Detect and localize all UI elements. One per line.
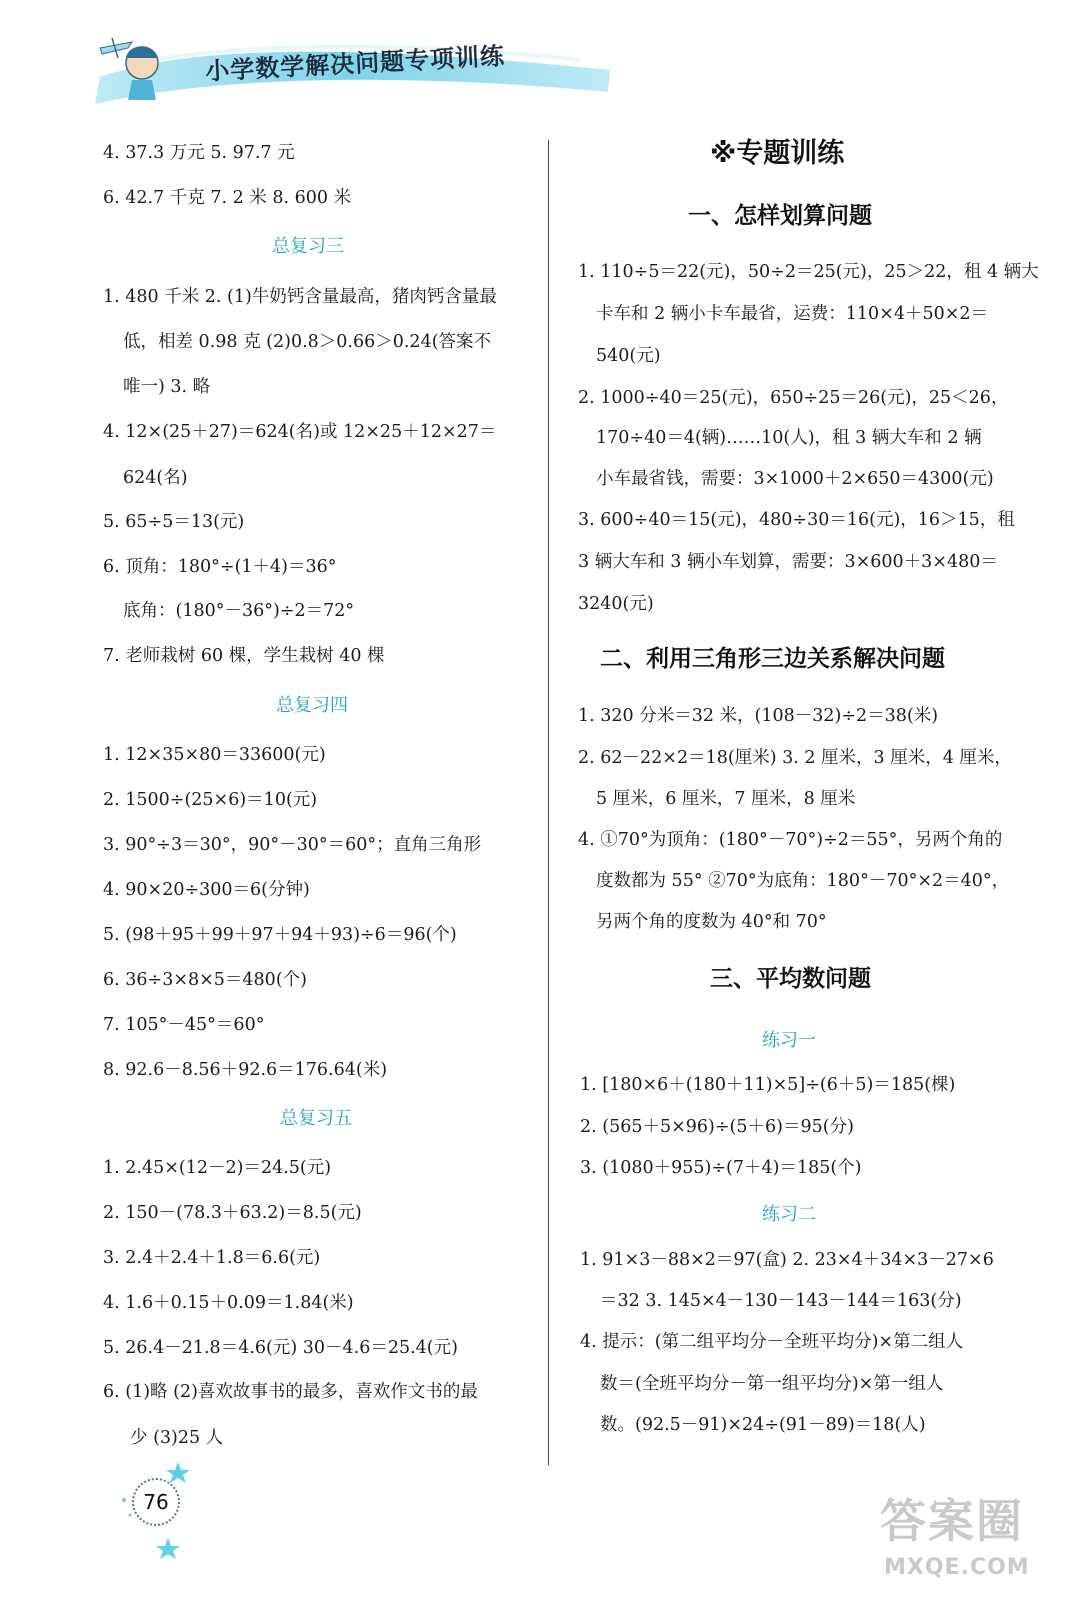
section-title-2: 二、利用三角形三边关系解决问题 (600, 646, 945, 672)
answer-line: 170÷40＝4(辆)……10(人)，租 3 辆大车和 2 辆 (596, 428, 982, 448)
answer-line: 3. 600÷40＝15(元)，480÷30＝16(元)，16＞15，租 (578, 510, 1015, 530)
answer-line: 7. 老师栽树 60 棵，学生栽树 40 棵 (103, 646, 385, 666)
answer-line: ＝32 3. 145×4－130－143－144＝163(分) (600, 1291, 962, 1311)
answer-line: 4. 提示：(第二组平均分－全班平均分)×第二组人 (580, 1332, 964, 1352)
answer-line: 2. 1500÷(25×6)＝10(元) (103, 790, 318, 810)
practice-title-2: 练习二 (762, 1204, 816, 1225)
answer-line: 度数都为 55° ②70°为底角：180°－70°×2＝40°， (596, 871, 1010, 891)
answer-line: 540(元) (596, 346, 661, 366)
answer-line: 数。(92.5－91)×24÷(91－89)＝18(人) (600, 1415, 926, 1435)
page-number: 76 (132, 1478, 180, 1526)
answer-line: 2. 150－(78.3＋63.2)＝8.5(元) (103, 1203, 362, 1223)
section-title-3: 三、平均数问题 (710, 966, 871, 992)
answer-line: 3 辆大车和 3 辆小车划算，需要：3×600＋3×480＝ (578, 552, 998, 572)
section-title-review-5: 总复习五 (280, 1108, 352, 1129)
answer-line: 3. 90°÷3＝30°，90°－30°＝60°；直角三角形 (103, 835, 482, 855)
watermark-url: MXQE.COM (884, 1555, 1030, 1580)
answer-line: 卡车和 2 辆小卡车最省，运费：110×4＋50×2＝ (596, 304, 989, 324)
answer-line: 5. (98＋95＋99＋97＋94＋93)÷6＝96(个) (103, 925, 457, 945)
answer-line: 另两个角的度数为 40°和 70° (596, 912, 827, 932)
answer-line: 5 厘米，6 厘米，7 厘米，8 厘米 (596, 789, 856, 809)
column-divider (548, 140, 549, 1465)
answer-line: 4. 1.6＋0.15＋0.09＝1.84(米) (103, 1293, 354, 1313)
answer-line: 5. 26.4－21.8＝4.6(元) 30－4.6＝25.4(元) (103, 1338, 458, 1358)
watermark (880, 1485, 1060, 1595)
answer-line: 底角：(180°－36°)÷2＝72° (123, 601, 355, 621)
answer-line: 5. 65÷5＝13(元) (103, 512, 245, 532)
main-title: ※专题训练 (710, 138, 845, 169)
answer-line: 6. 36÷3×8×5＝480(个) (103, 970, 307, 990)
answer-line: 4. 37.3 万元 5. 97.7 元 (103, 143, 295, 163)
answer-line: 小车最省钱，需要：3×1000＋2×650＝4300(元) (596, 469, 994, 489)
answer-line: 2. 1000÷40＝25(元)，650÷25＝26(元)，25＜26， (578, 388, 1009, 408)
section-title-1: 一、怎样划算问题 (688, 203, 872, 229)
answer-line: 2. 62－22×2＝18(厘米) 3. 2 厘米，3 厘米，4 厘米， (578, 748, 1012, 768)
answer-line: 1. 110÷5＝22(元)，50÷2＝25(元)，25＞22，租 4 辆大 (578, 262, 1039, 282)
watermark-logo-text: 答案圈 (880, 1494, 1024, 1548)
answer-line: 1. 320 分米＝32 米，(108－32)÷2＝38(米) (578, 706, 939, 726)
practice-title-1: 练习一 (762, 1030, 816, 1051)
answer-line: 3240(元) (578, 594, 654, 614)
answer-line: 少 (3)25 人 (130, 1428, 224, 1448)
answer-line: 4. 90×20÷300＝6(分钟) (103, 880, 310, 900)
header-title: 小学数学解决问题专项训练 (204, 41, 506, 86)
answer-line: 6. (1)略 (2)喜欢故事书的最多，喜欢作文书的最 (103, 1382, 478, 1402)
answer-line: 唯一) 3. 略 (123, 377, 211, 397)
answer-line: 1. [180×6＋(180＋11)×5]÷(6＋5)＝185(棵) (580, 1075, 956, 1095)
answer-line: 3. 2.4＋2.4＋1.8＝6.6(元) (103, 1248, 321, 1268)
answer-line: 7. 105°－45°＝60° (103, 1015, 265, 1035)
answer-line: 1. 91×3－88×2＝97(盒) 2. 23×4＋34×3－27×6 (580, 1250, 994, 1270)
answer-line: 6. 42.7 千克 7. 2 米 8. 600 米 (103, 188, 352, 208)
answer-line: 3. (1080＋955)÷(7＋4)＝185(个) (580, 1158, 862, 1178)
answer-line: 数＝(全班平均分－第一组平均分)×第一组人 (600, 1374, 944, 1394)
answer-line: 4. 12×(25＋27)＝624(名)或 12×25＋12×27＝ (103, 422, 497, 442)
boy-with-plane-icon (92, 28, 182, 108)
answer-line: 4. ①70°为顶角：(180°－70°)÷2＝55°，另两个角的 (578, 830, 1003, 850)
answer-line: 低，相差 0.98 克 (2)0.8＞0.66＞0.24(答案不 (123, 332, 492, 352)
answer-line: 1. 12×35×80＝33600(元) (103, 745, 326, 765)
answer-line: 8. 92.6－8.56＋92.6＝176.64(米) (103, 1060, 388, 1080)
answer-line: 2. (565＋5×96)÷(5＋6)＝95(分) (580, 1117, 854, 1137)
answer-line: 1. 2.45×(12－2)＝24.5(元) (103, 1158, 332, 1178)
answer-line: 624(名) (123, 468, 188, 488)
answer-line: 6. 顶角：180°÷(1＋4)＝36° (103, 557, 337, 577)
section-title-review-4: 总复习四 (276, 695, 348, 716)
section-title-review-3: 总复习三 (272, 236, 344, 257)
answer-line: 1. 480 千米 2. (1)牛奶钙含量最高，猪肉钙含量最 (103, 287, 497, 307)
